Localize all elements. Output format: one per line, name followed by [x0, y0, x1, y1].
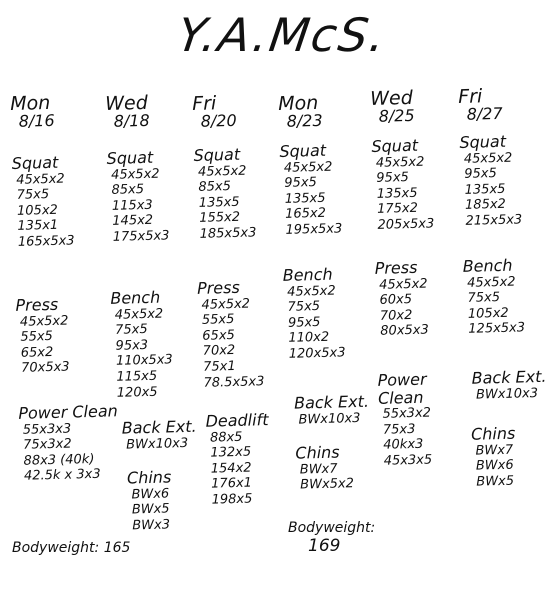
- set-entry: 80x5x3: [380, 322, 429, 340]
- set-entry: 45x5x2: [466, 274, 516, 291]
- page-title: Y.A.McS.: [174, 8, 391, 62]
- exercise-name: Chins: [470, 423, 516, 444]
- set-entry: BWx6: [475, 457, 514, 474]
- exercise-block: [459, 132, 522, 229]
- set-entry: 175x2: [376, 201, 419, 218]
- date-label: 8/18: [113, 110, 150, 131]
- exercise-name: Squat: [193, 144, 241, 165]
- set-entry: 135x5: [284, 190, 326, 207]
- set-entry: 154x2: [210, 460, 252, 477]
- set-entry: 75x5: [16, 187, 50, 204]
- date-label: 8/23: [286, 110, 323, 131]
- set-entry: 75x3: [382, 421, 416, 438]
- day-column-fri-8-27: [458, 86, 549, 528]
- set-entry: 55x5: [201, 312, 235, 329]
- date-label: 8/20: [200, 110, 237, 131]
- set-entry: 176x1: [211, 475, 253, 493]
- set-entry: 70x2: [379, 307, 413, 324]
- set-entry: 45x5x2: [19, 313, 69, 330]
- set-entry: 120x5: [116, 384, 158, 401]
- set-entry: 155x2: [199, 210, 241, 227]
- set-entry: 75x5: [467, 290, 501, 307]
- set-entry: BWx10x3: [298, 410, 361, 428]
- exercise-block: [374, 259, 429, 340]
- set-entry: BWx5x2: [300, 476, 355, 493]
- set-entry: 95x5: [284, 175, 318, 192]
- set-entry: 95x5: [464, 166, 497, 183]
- set-entry: 115x5: [116, 368, 158, 385]
- set-entry: 75x1: [202, 358, 236, 375]
- exercise-name: Power Clean: [377, 369, 427, 408]
- exercise-block: [15, 296, 70, 377]
- set-entry: 115x3: [111, 197, 153, 214]
- set-entry: 75x5: [287, 299, 321, 316]
- bodyweight-note-week-2: [288, 520, 375, 556]
- exercise-name: Bench: [462, 255, 513, 276]
- date-label: 8/16: [18, 110, 55, 131]
- set-entry: 55x5: [20, 329, 54, 345]
- set-entry: 110x2: [288, 330, 330, 347]
- set-entry: 95x5: [376, 170, 410, 187]
- set-entry: 45x3x5: [383, 452, 433, 469]
- set-entry: 75x3x2: [22, 436, 72, 453]
- set-entry: 95x3: [115, 337, 149, 354]
- exercise-name: Back Ext.: [471, 366, 547, 388]
- set-entry: 165x2: [284, 206, 327, 223]
- set-entry: 45x5x2: [16, 171, 65, 188]
- day-label: Mon: [9, 91, 51, 115]
- exercise-block: [12, 153, 75, 250]
- set-entry: 110x5x3: [115, 352, 173, 370]
- bodyweight-label: Bodyweight:: [288, 520, 376, 536]
- set-entry: 55x3x2: [382, 405, 432, 422]
- set-entry: 185x5x3: [199, 225, 257, 242]
- day-column-fri-8-20: [192, 93, 294, 545]
- set-entry: BWx5: [476, 473, 515, 490]
- bodyweight-note-week-1: [12, 540, 130, 556]
- set-entry: 75x5: [114, 322, 148, 338]
- set-entry: 42.5k x 3x3: [23, 467, 101, 485]
- exercise-block: [294, 393, 370, 428]
- set-entry: 135x5: [198, 194, 240, 211]
- set-entry: 88x5: [209, 429, 243, 446]
- day-label: Wed: [104, 91, 149, 115]
- date-label: 8/25: [378, 105, 415, 126]
- set-entry: 175x5x3: [112, 228, 170, 245]
- exercise-name: Chins: [126, 467, 172, 488]
- exercise-block: [122, 418, 198, 453]
- bodyweight-label: Bodyweight:: [12, 540, 100, 556]
- set-entry: 45x5x2: [375, 154, 425, 171]
- set-entry: 215x5x3: [465, 212, 523, 229]
- set-entry: 78.5x5x3: [203, 373, 265, 391]
- date-label: 8/27: [466, 103, 503, 124]
- exercise-block: [471, 425, 517, 491]
- set-entry: 85x5: [198, 179, 232, 196]
- day-label: Fri: [457, 85, 483, 108]
- exercise-block: [197, 278, 265, 391]
- set-entry: 45x5x2: [286, 283, 336, 300]
- set-entry: BWx5: [131, 501, 170, 518]
- exercise-name: Squat: [106, 147, 154, 168]
- set-entry: 135x1: [17, 218, 59, 235]
- set-entry: 45x5x2: [201, 296, 251, 313]
- exercise-name: Power Clean: [18, 401, 118, 423]
- set-entry: 198x5: [211, 491, 253, 508]
- set-entry: 45x5x2: [110, 166, 160, 183]
- set-entry: 88x3 (40k): [23, 451, 95, 469]
- bodyweight-value: 169: [308, 536, 341, 556]
- exercise-name: Deadlift: [205, 410, 269, 431]
- set-entry: 45x5x2: [378, 276, 428, 293]
- exercise-name: Bench: [282, 264, 333, 285]
- exercise-block: [18, 402, 119, 485]
- set-entry: 55x3x3: [22, 421, 72, 438]
- day-column-wed-8-25: [370, 88, 470, 490]
- exercise-block: [377, 370, 470, 470]
- set-entry: BWx10x3: [475, 385, 539, 403]
- set-entry: 70x2: [202, 343, 236, 360]
- exercise-block: [127, 468, 173, 534]
- day-label: Wed: [369, 86, 414, 110]
- set-entry: 45x5x2: [283, 159, 333, 176]
- set-entry: 65x5: [202, 327, 236, 344]
- exercise-block: [371, 136, 434, 233]
- exercise-name: Press: [196, 277, 241, 298]
- set-entry: BWx6: [131, 486, 170, 503]
- set-entry: 60x5: [379, 292, 413, 309]
- exercise-name: Back Ext.: [293, 391, 370, 413]
- exercise-block: [462, 256, 525, 338]
- set-entry: 45x5x2: [463, 150, 513, 167]
- exercise-block: [283, 265, 346, 362]
- set-entry: 45x5x2: [197, 163, 247, 180]
- set-entry: 165x5x3: [17, 233, 75, 250]
- set-entry: 132x5: [210, 444, 252, 461]
- set-entry: 205x5x3: [377, 216, 435, 233]
- bodyweight-value: 165: [103, 540, 131, 556]
- exercise-block: [471, 368, 547, 403]
- set-entry: 195x5x3: [285, 221, 343, 238]
- day-column-mon-8-23: [278, 93, 384, 515]
- set-entry: BWx10x3: [125, 435, 189, 453]
- day-label: Mon: [277, 91, 319, 115]
- set-entry: 125x5x3: [468, 320, 526, 338]
- set-entry: 85x5: [111, 182, 145, 199]
- exercise-block: [106, 148, 169, 245]
- set-entry: 120x5x3: [288, 345, 346, 362]
- set-entry: BWx7: [299, 461, 338, 478]
- set-entry: 95x5: [287, 314, 321, 331]
- exercise-block: [193, 145, 256, 242]
- exercise-block: [295, 443, 354, 493]
- exercise-name: Squat: [279, 140, 327, 161]
- set-entry: 65x2: [20, 344, 54, 361]
- exercise-name: Press: [15, 294, 59, 315]
- set-entry: 135x5: [464, 181, 506, 198]
- set-entry: 135x5: [376, 185, 418, 202]
- exercise-name: Press: [374, 257, 418, 278]
- exercise-name: Squat: [11, 152, 59, 173]
- exercise-name: Chins: [295, 442, 340, 463]
- exercise-name: Squat: [371, 135, 419, 156]
- set-entry: 40kx3: [383, 437, 424, 454]
- set-entry: 105x2: [16, 202, 59, 219]
- set-entry: 105x2: [467, 305, 509, 322]
- set-entry: 185x2: [464, 197, 507, 214]
- set-entry: 145x2: [112, 213, 154, 230]
- exercise-name: Back Ext.: [121, 416, 197, 438]
- exercise-name: Bench: [110, 287, 161, 308]
- day-label: Fri: [191, 92, 217, 115]
- set-entry: BWx3: [132, 517, 171, 534]
- set-entry: BWx7: [475, 442, 514, 459]
- set-entry: 70x5x3: [20, 359, 70, 377]
- exercise-block: [279, 141, 342, 238]
- exercise-block: [110, 288, 174, 401]
- set-entry: 45x5x2: [114, 306, 164, 323]
- exercise-block: [205, 411, 270, 508]
- exercise-name: Squat: [459, 131, 507, 152]
